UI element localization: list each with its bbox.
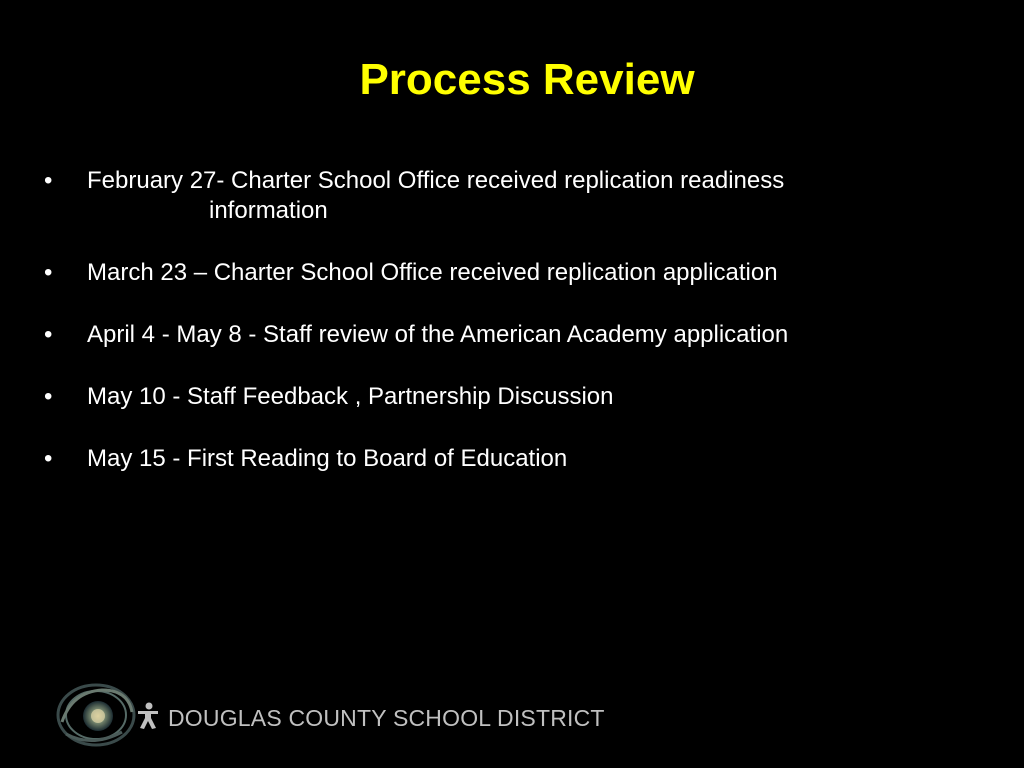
- person-figure-icon: [134, 702, 162, 730]
- bullet-text: March 23 – Charter School Office received replication application: [87, 259, 778, 286]
- bullet-marker: •: [44, 167, 53, 194]
- bullet-marker: •: [44, 321, 53, 348]
- slide-title: Process Review: [359, 55, 695, 104]
- district-name: DOUGLAS COUNTY SCHOOL DISTRICT: [168, 705, 605, 731]
- footer-branding: [48, 676, 608, 756]
- bullet-item: [44, 444, 944, 474]
- bullet-item: [44, 320, 944, 350]
- bullet-marker: •: [44, 259, 53, 286]
- bullet-text: May 10 - Staff Feedback , Partnership Discussion: [87, 383, 614, 410]
- bullet-item: [44, 382, 944, 412]
- bullet-text-continuation: information: [209, 197, 328, 224]
- douglas-county-globe-logo-icon: [52, 682, 138, 750]
- bullet-list: [44, 166, 944, 506]
- bullet-text: May 15 - First Reading to Board of Education: [87, 445, 568, 472]
- bullet-marker: •: [44, 383, 53, 410]
- bullet-marker: •: [44, 445, 53, 472]
- bullet-text: February 27- Charter School Office received replication readiness: [87, 167, 785, 194]
- bullet-item: [44, 166, 944, 226]
- bullet-item: [44, 258, 944, 288]
- bullet-text: April 4 - May 8 - Staff review of the American Academy application: [87, 321, 789, 348]
